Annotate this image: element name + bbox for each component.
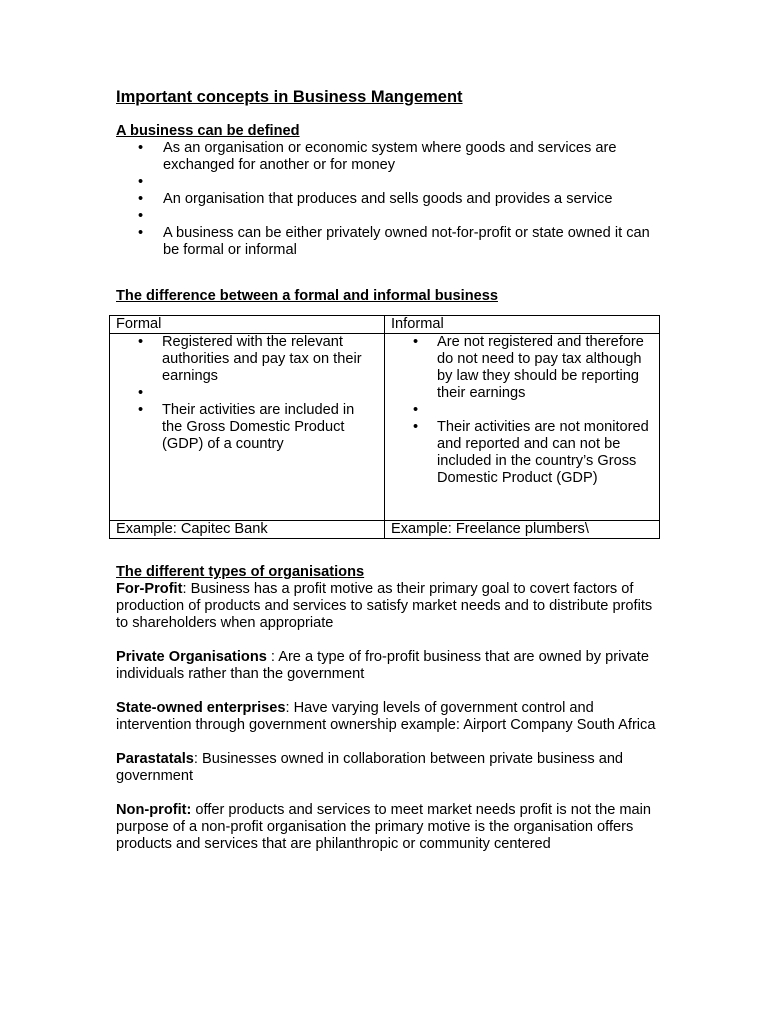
definition-bullet: • An organisation that produces and sells goods and provides a service [116, 191, 661, 208]
table-header-row [110, 316, 660, 334]
type-term: Parastatals [116, 751, 194, 767]
type-term: For-Profit [116, 581, 183, 597]
difference-heading: The difference between a formal and informal business [116, 288, 498, 304]
type-term: State-owned enterprises [116, 700, 286, 716]
table-header-informal: Informal [385, 316, 660, 334]
type-description: offer products and services to meet market needs profit is not the main purpose of a non-profit organisation the primary motive is the organisation offers products and services that are philanthropic or community centered [116, 802, 652, 852]
formal-example: Example: Capitec Bank [110, 521, 385, 539]
informal-point: • Are not registered and therefore do not need to pay tax although by law they should be reporting their earnings [391, 334, 653, 402]
type-item-non-profit [116, 802, 661, 853]
definition-bullet: • A business can be either privately owned not-for-profit or state owned it can be formal or informal [116, 225, 661, 259]
formal-points-cell [110, 334, 385, 521]
type-description: : Are a type of fro-profit business that are owned by private individuals rather than the government [116, 649, 649, 682]
type-description: : Have varying levels of government control and intervention through government ownership example: Airport Company South Africa [116, 700, 656, 733]
informal-points-cell [385, 334, 660, 521]
formal-informal-table [109, 315, 660, 539]
formal-point: • Their activities are included in the Gross Domestic Product (GDP) of a country [116, 402, 378, 453]
informal-example: Example: Freelance plumbers\ [385, 521, 660, 539]
table-row [110, 521, 660, 539]
type-item-state-owned [116, 700, 661, 734]
definition-bullet: • As an organisation or economic system where goods and services are exchanged for another or for money [116, 140, 661, 174]
table-header-formal: Formal [110, 316, 385, 334]
type-item-for-profit [116, 581, 661, 632]
definition-list [116, 140, 661, 259]
formal-point: • Registered with the relevant authorities and pay tax on their earnings [116, 334, 378, 385]
table-row [110, 334, 660, 521]
document-page [116, 86, 661, 853]
types-heading: The different types of organisations [116, 564, 365, 580]
informal-point: • Their activities are not monitored and reported and can not be included in the country’s Gross Domestic Product (GDP) [391, 419, 653, 487]
type-description: : Business has a profit motive as their primary goal to covert factors of production of products and services to satisfy market needs and to distribute profits to shareholders when appropriate [116, 581, 653, 631]
type-item-private [116, 649, 661, 683]
type-description: : Businesses owned in collaboration between private business and government [116, 751, 624, 784]
type-term: Private Organisations [116, 649, 267, 665]
type-item-parastatals [116, 751, 661, 785]
document-title: Important concepts in Business Mangement [116, 88, 463, 106]
definition-heading: A business can be defined [116, 123, 300, 139]
type-term: Non-profit: [116, 802, 192, 818]
